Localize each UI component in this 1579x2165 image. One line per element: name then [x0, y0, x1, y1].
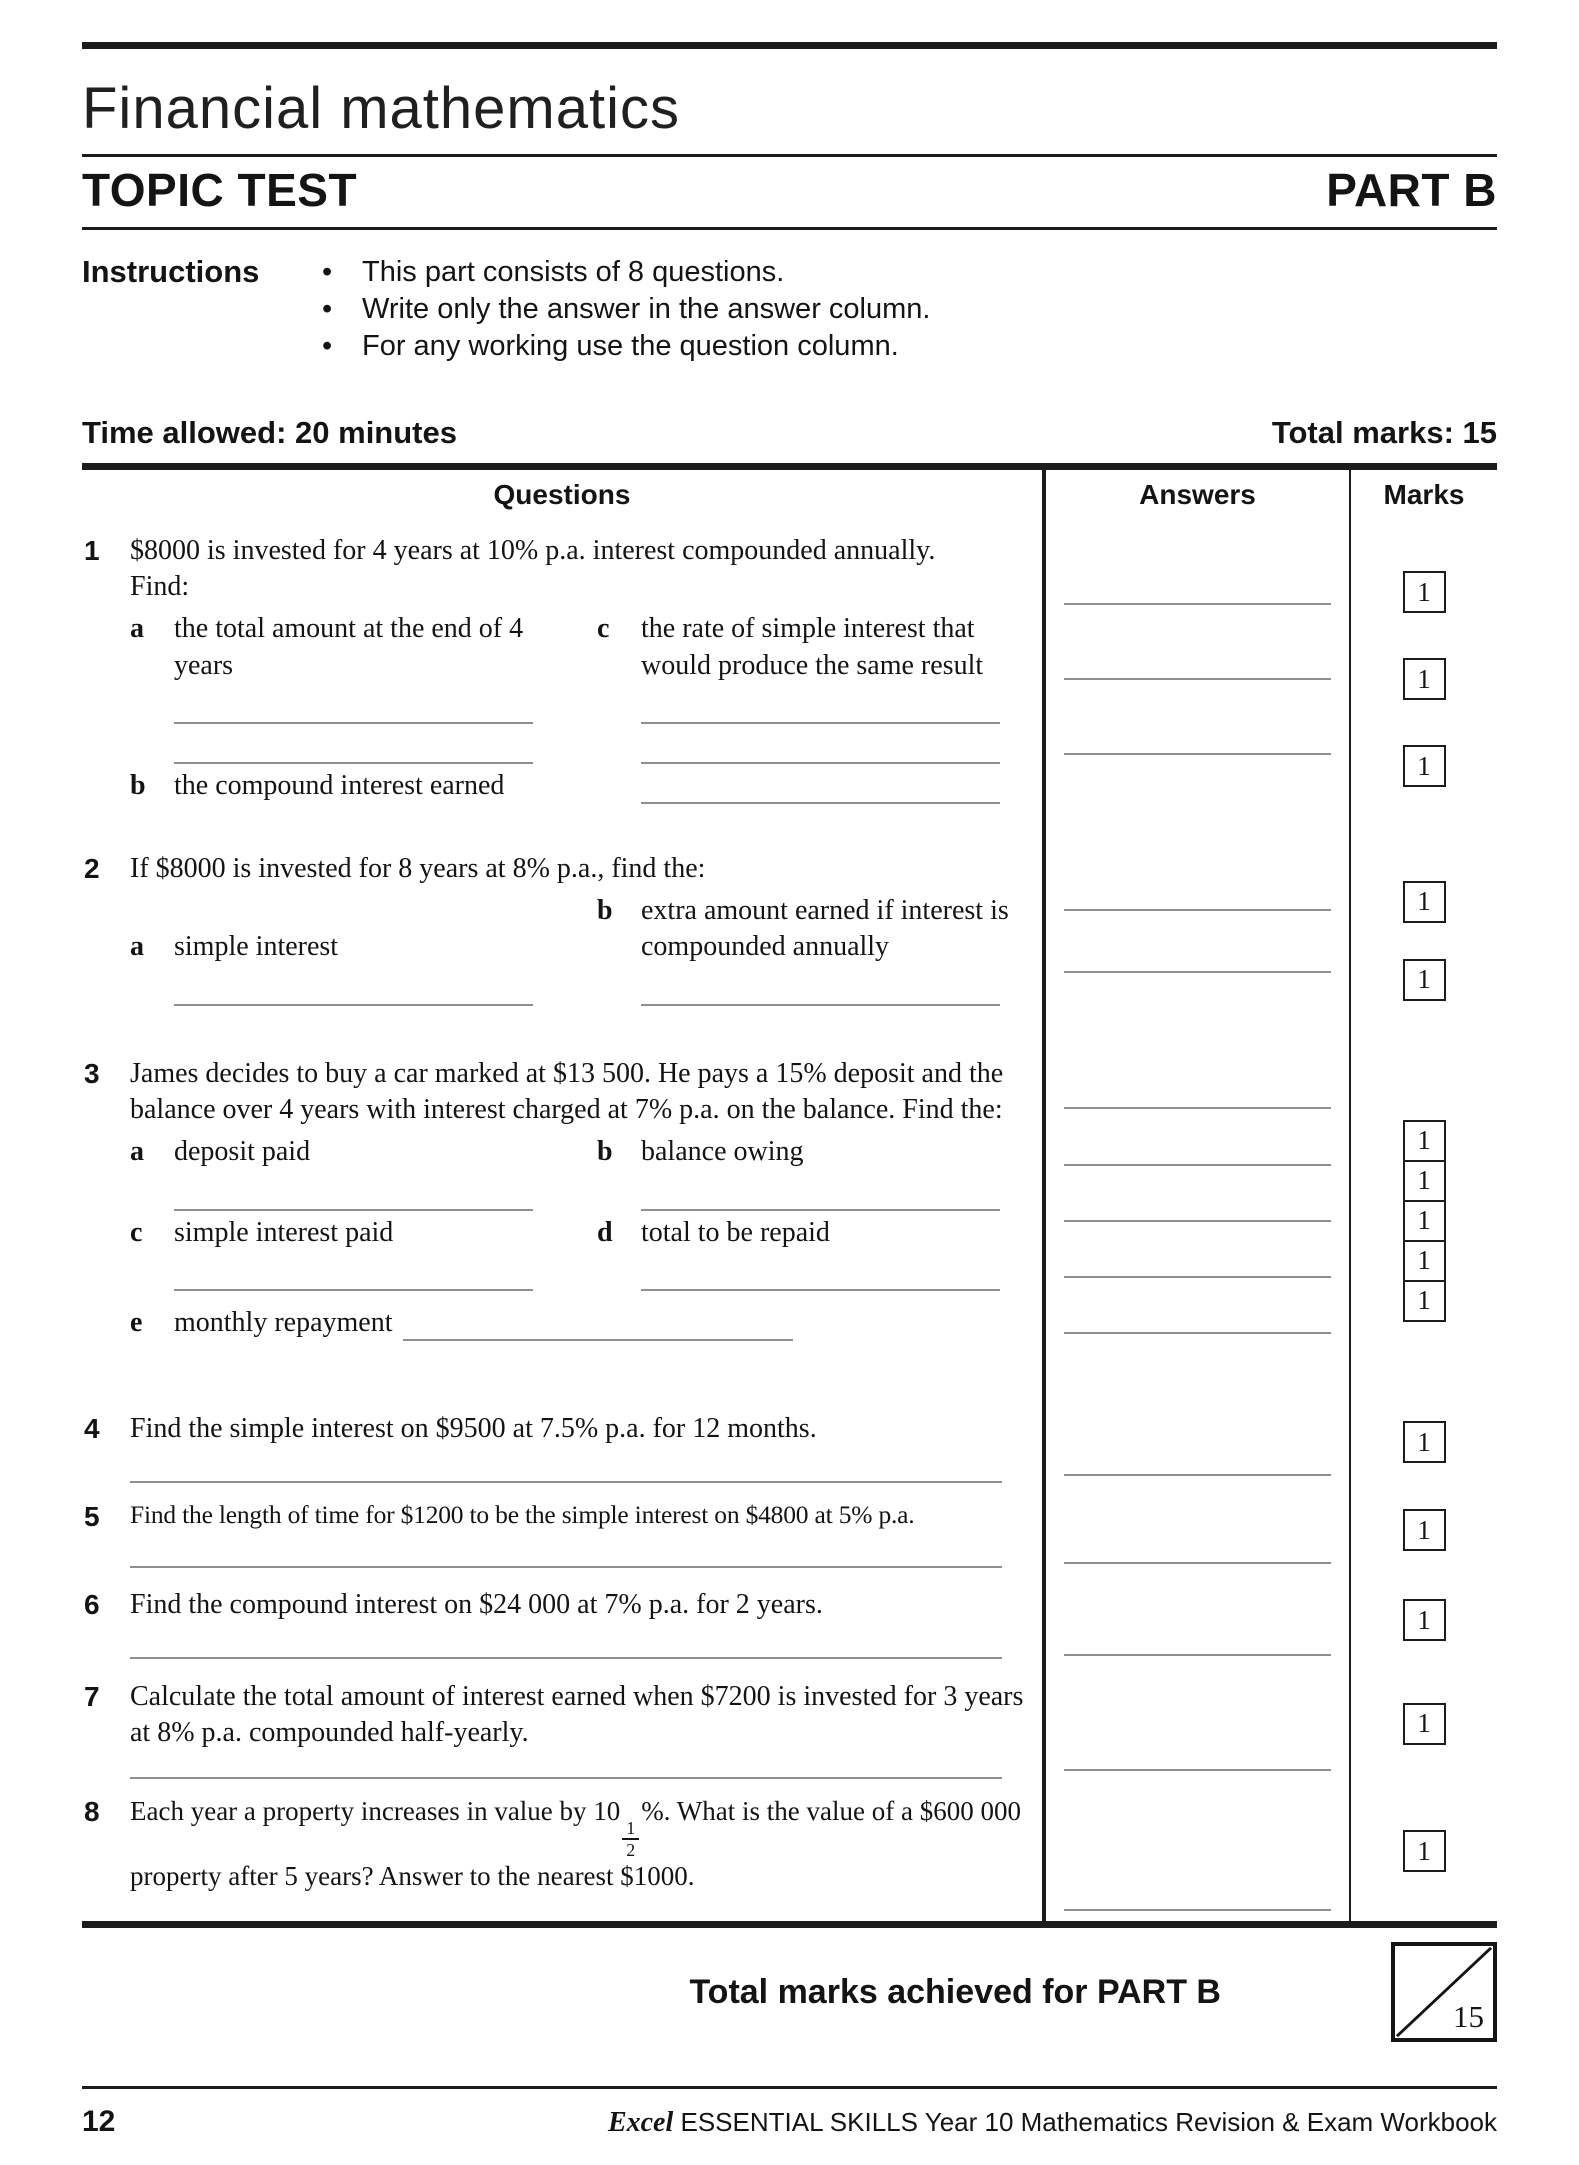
marks-cell — [1349, 1398, 1497, 1486]
question-2 — [82, 838, 1042, 1043]
working-line — [174, 724, 533, 764]
header-questions: Questions — [493, 479, 631, 511]
question-8 — [82, 1781, 1042, 1921]
answers-cell — [1042, 1666, 1349, 1781]
question-part — [130, 925, 561, 965]
question-3 — [82, 1043, 1042, 1398]
mark-box: 1 — [1403, 881, 1446, 923]
question-4 — [82, 1398, 1042, 1486]
page-number: 12 — [82, 2105, 116, 2138]
instruction-text: Write only the answer in the answer column. — [362, 293, 931, 325]
part-label: b — [597, 895, 613, 927]
instruction-item — [322, 328, 930, 365]
marks-cell — [1349, 520, 1497, 838]
marks-cell — [1349, 1574, 1497, 1666]
question-text: $8000 is invested for 4 years at 10% p.a. interest compounded annually. — [130, 535, 936, 567]
instruction-text: This part consists of 8 questions. — [362, 255, 785, 288]
part-label: c — [130, 1216, 143, 1248]
question-6 — [82, 1574, 1042, 1666]
marks-cell — [1349, 1666, 1497, 1781]
mark-box: 1 — [1403, 1703, 1446, 1745]
question-part — [597, 889, 1028, 965]
question-number: 4 — [84, 1413, 100, 1445]
question-part — [597, 1130, 1028, 1170]
question-part — [130, 607, 561, 683]
answer-line — [1064, 1909, 1331, 1911]
mark-box: 1 — [1403, 1421, 1446, 1463]
working-line — [641, 966, 1000, 1006]
question-7 — [82, 1666, 1042, 1781]
page-title: Financial mathematics — [82, 76, 680, 141]
marks-cell — [1349, 838, 1497, 1043]
part-label: a — [130, 1136, 144, 1168]
summary-label: Total marks achieved for PART B — [689, 1972, 1221, 2011]
answers-cell — [1042, 1486, 1349, 1574]
part-text: deposit paid — [174, 1136, 311, 1168]
working-line — [641, 1006, 1000, 1044]
question-text: James decides to buy a car marked at $13 500. He pays a 15% deposit and the balance over 4 years with interest charged at 7% p.a. on the balance. Find the: — [130, 1058, 1004, 1126]
answer-line — [1064, 603, 1331, 605]
question-part — [597, 607, 1028, 683]
part-label: a — [130, 613, 144, 645]
part-text: monthly repayment — [174, 1306, 393, 1338]
working-line — [174, 1171, 533, 1211]
bullet-icon: • — [322, 255, 333, 288]
instruction-text: For any working use the question column. — [362, 330, 899, 363]
question-text: If $8000 is invested for 8 years at 8% p.a., find the: — [130, 853, 706, 885]
answer-line — [1064, 1474, 1331, 1476]
mark-box: 1 — [1403, 1280, 1446, 1322]
part-label: b — [597, 1136, 613, 1168]
find-label: Find: — [130, 571, 190, 603]
working-line — [641, 1251, 1000, 1291]
part-label: c — [597, 613, 610, 645]
question-number: 7 — [84, 1681, 100, 1713]
top-rule — [82, 42, 1497, 49]
instructions-label: Instructions — [82, 253, 260, 289]
part-text: total to be repaid — [641, 1216, 830, 1248]
mark-box: 1 — [1403, 959, 1446, 1001]
working-line — [130, 1894, 1002, 1921]
subtitle-divider — [82, 227, 1497, 230]
question-parts — [130, 1130, 1028, 1290]
topic-test-label: TOPIC TEST — [82, 163, 358, 216]
mark-box: 1 — [1403, 1830, 1446, 1872]
score-total: 15 — [1453, 1999, 1484, 2035]
mark-box: 1 — [1403, 1509, 1446, 1551]
part-text: simple interest paid — [174, 1216, 394, 1248]
fraction-numerator: 1 — [622, 1819, 639, 1840]
fraction-denominator: 2 — [626, 1840, 636, 1861]
mark-box: 1 — [1403, 1120, 1446, 1162]
question-part — [130, 1305, 1028, 1341]
answer-line — [1064, 678, 1331, 680]
answer-line — [1064, 1164, 1331, 1166]
mark-box: 1 — [1403, 1200, 1446, 1242]
part-label: PART B — [1326, 163, 1497, 216]
answers-cell — [1042, 1574, 1349, 1666]
working-line — [130, 1447, 1002, 1483]
working-line — [174, 1251, 533, 1291]
instruction-item — [322, 291, 930, 328]
answer-line — [1064, 1562, 1331, 1564]
question-part — [130, 1130, 561, 1170]
marks-cell — [1349, 1486, 1497, 1574]
answers-cell — [1042, 838, 1349, 1043]
part-label: e — [130, 1306, 143, 1338]
question-text: Calculate the total amount of interest earned when $7200 is invested for 3 years at 8% p.a. compounded half-yearly. — [130, 1681, 1024, 1749]
part-label: d — [597, 1216, 613, 1248]
working-line — [641, 1171, 1000, 1211]
fraction — [622, 1819, 639, 1859]
question-number: 6 — [84, 1589, 100, 1621]
answer-line — [1064, 1276, 1331, 1278]
mark-box: 1 — [1403, 1160, 1446, 1202]
question-number: 8 — [84, 1796, 100, 1828]
summary-row — [82, 1942, 1497, 2042]
mark-box: 1 — [1403, 658, 1446, 700]
bullet-icon: • — [322, 293, 333, 325]
score-box — [1391, 1942, 1497, 2042]
question-text: Find the length of time for $1200 to be the simple interest on $4800 at 5% p.a. — [130, 1500, 915, 1530]
question-part — [130, 1211, 561, 1251]
answer-line — [1064, 753, 1331, 755]
header-answers: Answers — [1042, 470, 1349, 520]
answer-line — [1064, 1107, 1331, 1109]
question-part — [130, 764, 561, 804]
part-label: a — [130, 931, 144, 963]
bullet-icon: • — [322, 330, 333, 363]
part-text: the compound interest earned — [174, 769, 505, 801]
working-line — [130, 1532, 1002, 1568]
question-5 — [82, 1486, 1042, 1574]
question-number: 2 — [84, 853, 100, 885]
part-label: b — [130, 769, 146, 801]
working-line — [174, 684, 533, 724]
answers-cell — [1042, 1043, 1349, 1398]
mark-box: 1 — [1403, 571, 1446, 613]
answer-line — [1064, 1654, 1331, 1656]
working-line — [403, 1317, 793, 1341]
question-text: Find the compound interest on $24 000 at 7% p.a. for 2 years. — [130, 1589, 823, 1621]
answer-line — [1064, 909, 1331, 911]
working-line — [641, 804, 1000, 838]
working-line — [174, 1006, 533, 1044]
question-1 — [82, 520, 1042, 838]
question-text-end: %. What is the value of a $600 000 property after 5 years? Answer to the nearest $1000. — [130, 1796, 1021, 1892]
working-line — [130, 1751, 1002, 1779]
answer-line — [1064, 1220, 1331, 1222]
question-number: 1 — [84, 535, 100, 567]
question-part — [597, 1211, 1028, 1251]
working-line — [641, 764, 1000, 804]
header-marks: Marks — [1349, 470, 1497, 520]
working-line — [130, 1623, 1002, 1659]
marks-cell — [1349, 1781, 1497, 1921]
instruction-item — [322, 254, 930, 291]
working-line — [641, 724, 1000, 764]
page-footer — [82, 2086, 1497, 2139]
question-text — [130, 1794, 1028, 1894]
mark-box: 1 — [1403, 1240, 1446, 1282]
time-allowed-label: Time allowed: 20 minutes — [82, 415, 457, 451]
question-text: Find the simple interest on $9500 at 7.5% p.a. for 12 months. — [130, 1413, 817, 1445]
part-text: the total amount at the end of 4 years — [174, 613, 524, 681]
question-number: 3 — [84, 1058, 100, 1090]
instructions-block — [82, 254, 1497, 365]
answer-line — [1064, 1769, 1331, 1771]
question-text-start: Each year a property increases in value by 10 — [130, 1796, 621, 1827]
mark-box: 1 — [1403, 745, 1446, 787]
mark-box: 1 — [1403, 1599, 1446, 1641]
answers-cell — [1042, 1398, 1349, 1486]
question-parts — [130, 889, 1028, 1043]
answer-line — [1064, 971, 1331, 973]
answer-line — [1064, 1332, 1331, 1334]
working-line — [174, 966, 533, 1006]
footer-rule — [82, 2086, 1497, 2089]
answers-cell — [1042, 1781, 1349, 1921]
part-text: the rate of simple interest that would produce the same result — [641, 613, 984, 681]
instructions-list — [322, 254, 930, 365]
working-line — [641, 684, 1000, 724]
part-text: simple interest — [174, 931, 339, 963]
workbook-title — [608, 2107, 1497, 2139]
marks-cell — [1349, 1043, 1497, 1398]
part-text: extra amount earned if interest is compounded annually — [641, 895, 1009, 963]
brand-name: Excel — [607, 2107, 674, 2138]
questions-table — [82, 463, 1497, 1928]
part-text: balance owing — [641, 1136, 804, 1168]
workbook-text: ESSENTIAL SKILLS Year 10 Mathematics Revision & Exam Workbook — [680, 2107, 1497, 2137]
answers-cell — [1042, 520, 1349, 838]
question-number: 5 — [84, 1501, 100, 1533]
total-marks-label: Total marks: 15 — [1271, 415, 1497, 451]
question-parts — [130, 607, 1028, 838]
